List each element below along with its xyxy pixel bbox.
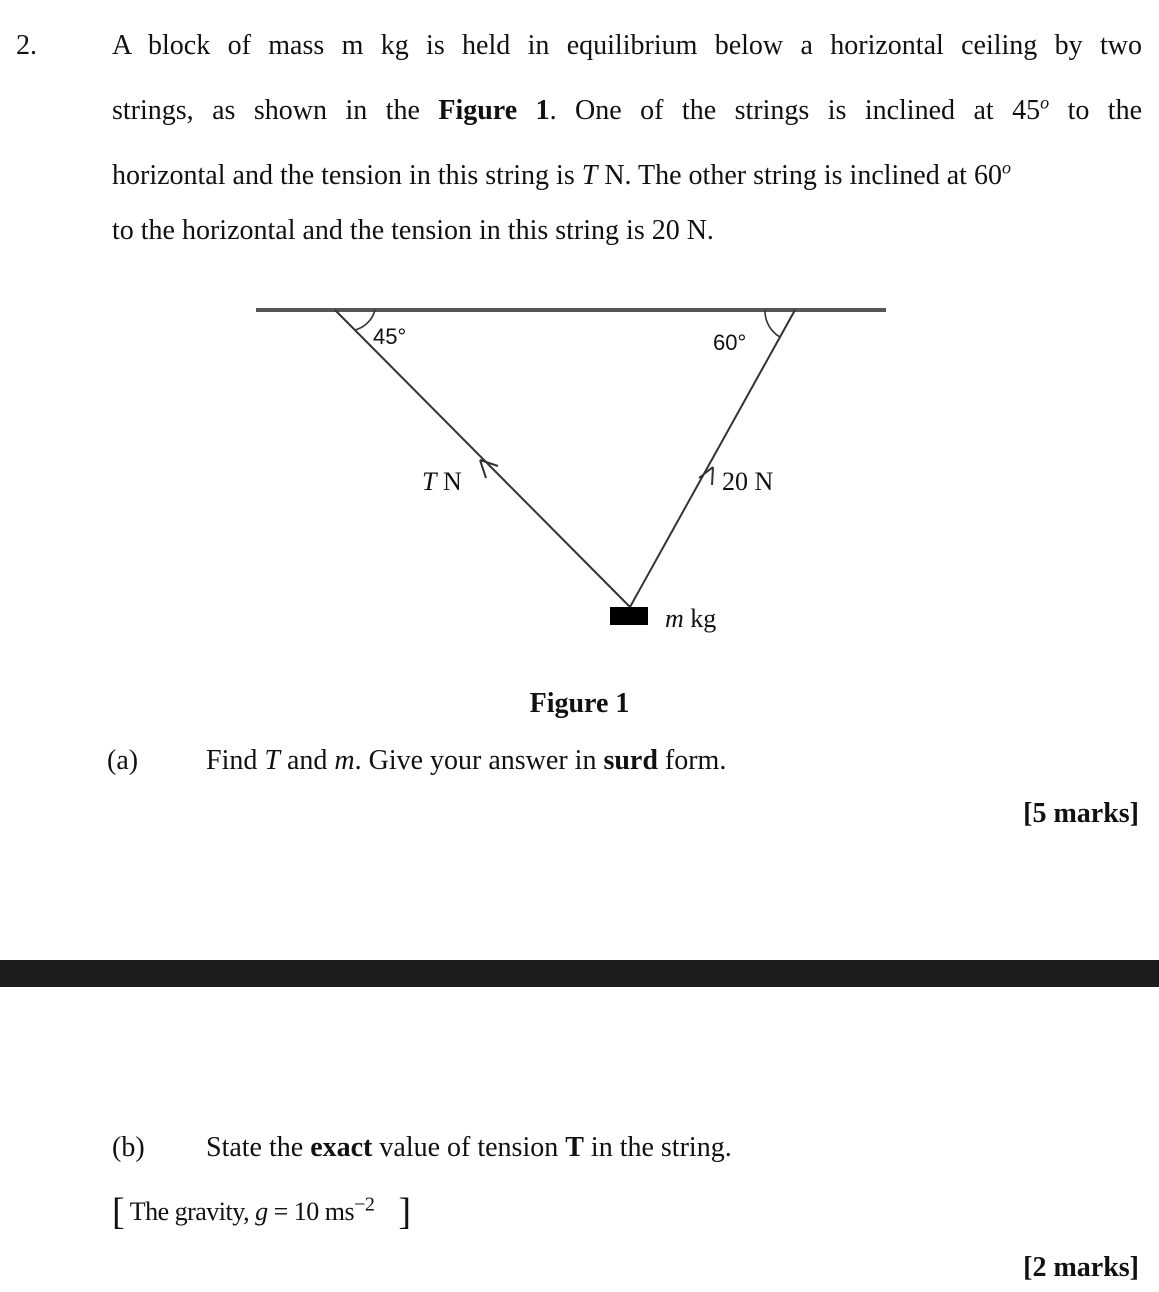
question-line-2	[112, 92, 1143, 127]
var-m: m	[334, 745, 355, 776]
gravity-note	[112, 1190, 411, 1234]
angle-label-right: 60°	[713, 330, 747, 355]
line3-post: N. The other string is inclined at 60	[597, 160, 1002, 191]
gravity-pre: The gravity,	[129, 1197, 256, 1226]
mass-unit: kg	[683, 604, 717, 633]
question-text-line-4: to the horizontal and the tension in this string is 20 N.	[112, 215, 714, 246]
bracket-close: ]	[398, 1191, 411, 1233]
part-b-label: (b)	[112, 1132, 145, 1163]
part-a-pre: Find	[206, 745, 265, 776]
degree-superscript: o	[1040, 92, 1050, 113]
tension-left-var: T	[422, 467, 437, 496]
line3-pre: horizontal and the tension in this string is	[112, 160, 582, 191]
tension-label-left	[422, 467, 462, 496]
question-line-4	[112, 215, 1142, 247]
question-line-1	[112, 30, 1142, 62]
equilibrium-figure	[250, 300, 900, 650]
part-a-marks: [5 marks]	[1023, 798, 1139, 829]
angle-label-left: 45°	[373, 324, 407, 349]
question-text-line-1: A block of mass m kg is held in equilibrium below a horizontal ceiling by two	[112, 30, 1142, 61]
bracket-open: [	[112, 1191, 125, 1233]
line2-post: . One of the strings is inclined at 45	[549, 95, 1041, 126]
part-b-end: in the string.	[583, 1132, 732, 1163]
mass-label	[665, 604, 716, 633]
section-divider	[0, 960, 1159, 987]
line2-pre: strings, as shown in the	[112, 95, 439, 126]
var-T: T	[581, 160, 598, 191]
part-a-mid: and	[279, 745, 335, 776]
mass-var: m	[665, 604, 684, 633]
part-a-post: . Give your answer in	[354, 745, 604, 776]
question-number: 2.	[16, 30, 37, 61]
angle-arc-right	[765, 310, 780, 337]
var-T: T	[264, 745, 280, 776]
tension-label-right: 20 N	[722, 467, 774, 496]
degree-superscript: o	[1001, 157, 1011, 178]
angle-arc-left	[355, 310, 375, 330]
var-g: g	[255, 1197, 268, 1226]
part-b-text	[206, 1132, 732, 1164]
part-b-mid: value of tension	[372, 1132, 566, 1163]
part-b-pre: State the	[206, 1132, 311, 1163]
tension-left-unit: N	[436, 467, 462, 496]
mass-block	[610, 607, 648, 625]
surd-bold: surd	[603, 745, 658, 776]
exact-bold: exact	[310, 1132, 373, 1163]
figure-caption: Figure 1	[529, 688, 630, 719]
part-a-text	[206, 745, 726, 777]
gravity-exponent: −2	[354, 1193, 375, 1216]
question-line-3	[112, 157, 1142, 192]
left-string	[335, 310, 630, 607]
gravity-eq: = 10 ms	[267, 1197, 355, 1226]
part-b-marks: [2 marks]	[1023, 1252, 1139, 1283]
part-a-end: form.	[657, 745, 727, 776]
part-a-label: (a)	[107, 745, 139, 776]
line2-end: to the	[1049, 95, 1143, 126]
arrow-icon-left	[480, 460, 498, 478]
T-bold: T	[565, 1132, 584, 1163]
figure-reference: Figure 1	[438, 95, 550, 126]
